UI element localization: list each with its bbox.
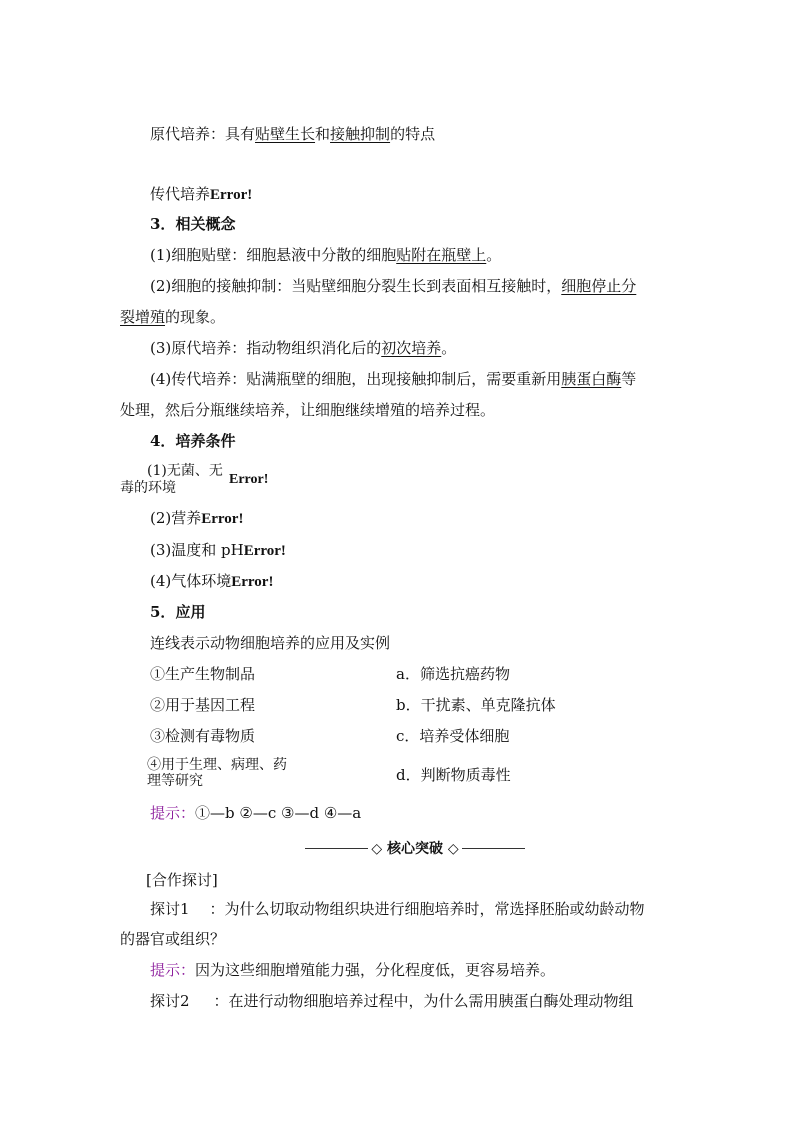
concept-4: (4)传代培养：贴满瓶壁的细胞，出现接触抑制后，需要重新用胰蛋白酶等: [150, 370, 637, 388]
match-left-3: ③检测有毒物质: [150, 727, 256, 745]
match-right-d: d．判断物质毒性: [396, 766, 511, 784]
hint-answer: 提示：①—b ②—c ③—d ④—a: [150, 804, 362, 822]
section-5-heading: 5．应用: [150, 603, 206, 621]
match-left-2: ②用于基因工程: [150, 696, 256, 714]
error-field: Error!: [229, 472, 269, 487]
discussion-1: 探讨1 ：为什么切取动物组织块进行细胞培养时，常选择胚胎或幼龄动物: [150, 900, 645, 918]
line-subculture: 传代培养Error!: [150, 185, 253, 203]
blank-adherent-growth: 贴壁生长: [255, 125, 316, 143]
condition-3: (3)温度和 pHError!: [150, 541, 286, 559]
condition-4: (4)气体环境Error!: [150, 572, 274, 590]
section-divider: ◇ 核心突破 ◇: [305, 838, 525, 858]
condition-1-cont: 毒的环境: [120, 480, 176, 496]
line-primary-culture: 原代培养：具有贴壁生长和接触抑制的特点: [150, 125, 436, 143]
discussion-1-cont: 的器官或组织？: [120, 930, 226, 948]
discussion-1-hint: 提示：因为这些细胞增殖能力强，分化程度低，更容易培养。: [150, 961, 556, 979]
concept-1: (1)细胞贴壁：细胞悬液中分散的细胞贴附在瓶壁上。: [150, 246, 502, 264]
concept-4-cont: 处理，然后分瓶继续培养，让细胞继续增殖的培养过程。: [120, 401, 496, 419]
match-left-1: ①生产生物制品: [150, 665, 256, 683]
match-right-a: a．筛选抗癌药物: [396, 665, 510, 683]
discussion-2: 探讨2 ：在进行动物细胞培养过程中，为什么需用胰蛋白酶处理动物组: [150, 992, 634, 1010]
matching-intro: 连线表示动物细胞培养的应用及实例: [150, 634, 391, 652]
concept-2: (2)细胞的接触抑制：当贴壁细胞分裂生长到表面相互接触时，细胞停止分: [150, 277, 637, 295]
condition-1: (1)无菌、无: [147, 463, 223, 479]
match-right-b: b．干扰素、单克隆抗体: [396, 696, 556, 714]
concept-2-cont: 裂增殖的现象。: [120, 308, 226, 326]
section-4-heading: 4．培养条件: [150, 432, 236, 450]
error-field: Error!: [210, 187, 253, 203]
blank-contact-inhibition: 接触抑制: [330, 125, 391, 143]
section-3-heading: 3．相关概念: [150, 215, 236, 233]
match-right-c: c．培养受体细胞: [396, 727, 510, 745]
cooperative-discussion-header: [合作探讨]: [146, 871, 218, 889]
concept-3: (3)原代培养：指动物组织消化后的初次培养。: [150, 339, 457, 357]
condition-2: (2)营养Error!: [150, 509, 244, 527]
match-left-4: ④用于生理、病理、药理等研究: [147, 757, 287, 789]
